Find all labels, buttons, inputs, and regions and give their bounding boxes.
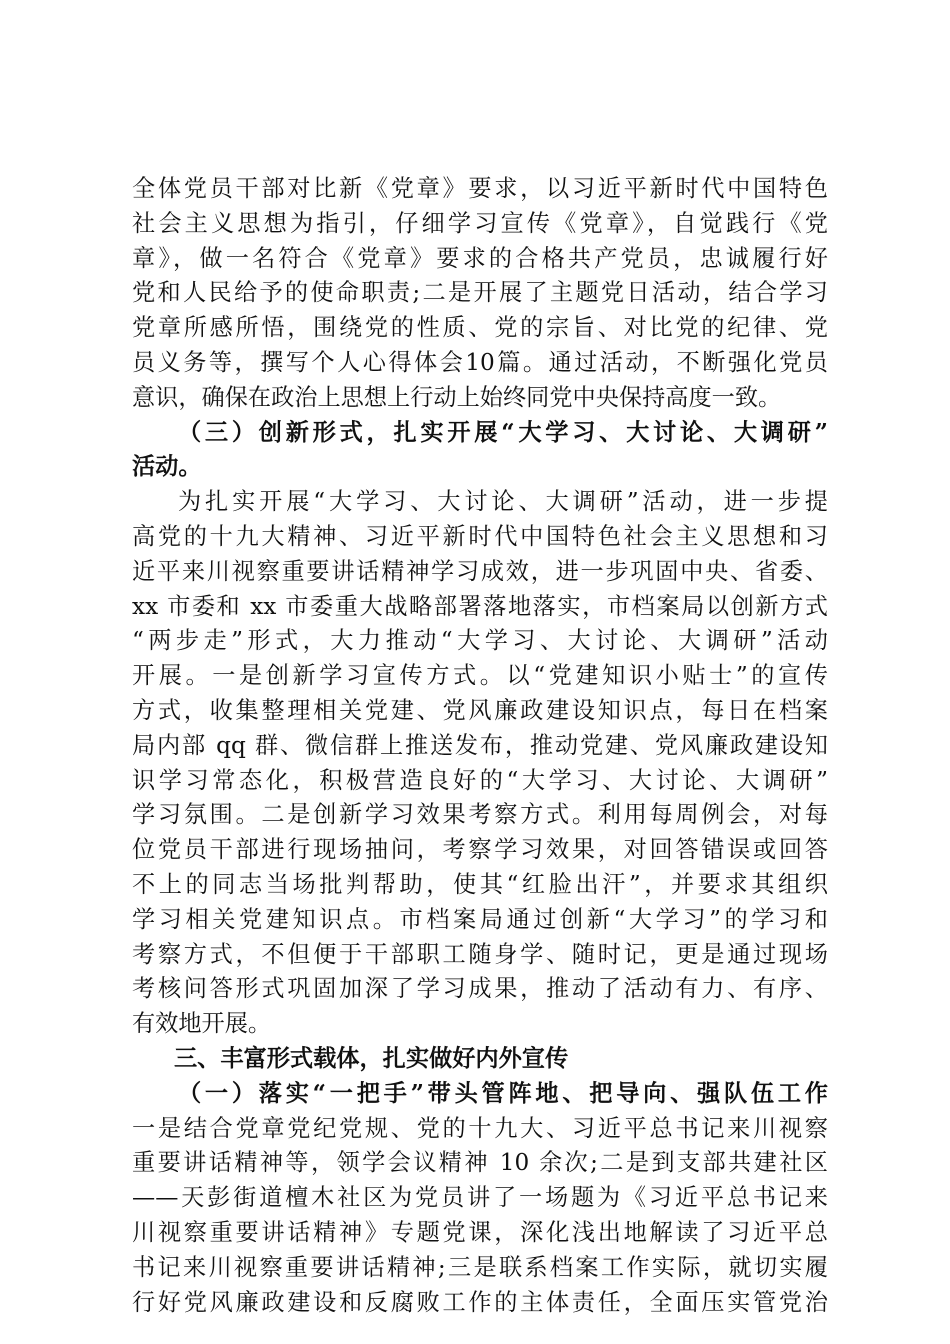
text-line: 全体党员干部对比新《党章》要求，以习近平新时代中国特色 bbox=[132, 175, 828, 202]
heading-line: （三）创新形式，扎实开展“大学习、大讨论、大调研” bbox=[178, 418, 828, 446]
text-line: 川视察重要讲话精神》专题党课，深化浅出地解读了习近平总 bbox=[132, 1218, 828, 1246]
paragraph-big-study-activity bbox=[132, 485, 828, 1042]
text-line: 为扎实开展“大学习、大讨论、大调研”活动，进一步提 bbox=[178, 488, 828, 516]
text-line: 学习氛围。二是创新学习效果考察方式。利用每周例会，对每 bbox=[132, 801, 828, 829]
text-line: 书记来川视察重要讲话精神;三是联系档案工作实际，就切实履 bbox=[132, 1253, 828, 1281]
text-line: 考核问答形式巩固加深了学习成果，推动了活动有力、有序、 bbox=[132, 975, 828, 1003]
text-line: xx 市委和 xx 市委重大战略部署落地落实，市档案局以创新方式 bbox=[132, 592, 828, 620]
heading-line: 活动。 bbox=[132, 453, 202, 481]
text-line: 重要讲话精神等，领学会议精神 10 余次;二是到支部共建社区 bbox=[132, 1149, 828, 1177]
text-line: 局内部 qq 群、微信群上推送发布，推动党建、党风廉政建设知 bbox=[132, 731, 828, 759]
text-line: 员义务等，撰写个人心得体会10篇。通过活动，不断强化党员 bbox=[132, 348, 828, 376]
text-line: 方式，收集整理相关党建、党风廉政建设知识点，每日在档案 bbox=[132, 696, 828, 724]
text-line: 章》，做一名符合《党章》要求的合格共产党员，忠诚履行好 bbox=[132, 244, 828, 272]
heading-innovate-forms bbox=[132, 416, 828, 486]
text-line: 党章所感所悟，围绕党的性质、党的宗旨、对比党的纪律、党 bbox=[132, 314, 828, 342]
text-line: 党和人民给予的使命职责;二是开展了主题党日活动，结合学习 bbox=[132, 279, 828, 307]
text-line: 有效地开展。 bbox=[132, 1010, 272, 1038]
text-line: 位党员干部进行现场抽问，考察学习效果，对回答错误或回答 bbox=[132, 836, 828, 864]
text-line: 行好党风廉政建设和反腐败工作的主体责任，全面压实管党治 bbox=[132, 1288, 828, 1316]
text-line: 不上的同志当场批判帮助，使其“红脸出汗”，并要求其组织 bbox=[132, 870, 828, 898]
text-line: 考察方式，不但便于干部职工随身学、随时记，更是通过现场 bbox=[132, 940, 828, 968]
paragraph-leader-responsibility bbox=[132, 1112, 828, 1321]
text-line: ——天彭街道檀木社区为党员讲了一场题为《习近平总书记来 bbox=[132, 1184, 828, 1212]
text-line: 高党的十九大精神、习近平新时代中国特色社会主义思想和习 bbox=[132, 522, 828, 550]
text-line: 学习相关党建知识点。市档案局通过创新“大学习”的学习和 bbox=[132, 905, 828, 933]
subsection-title: （一）落实“一把手”带头管阵地、把导向、强队伍工作 bbox=[178, 1079, 828, 1107]
text-line: 意识，确保在政治上思想上行动上始终同党中央保持高度一致。 bbox=[132, 383, 782, 411]
paragraph-party-constitution-study bbox=[132, 172, 828, 416]
text-line: 识学习常态化，积极营造良好的“大学习、大讨论、大调研” bbox=[132, 766, 828, 794]
section-title: 三、丰富形式载体，扎实做好内外宣传 bbox=[174, 1044, 569, 1072]
text-line: 一是结合党章党纪党规、党的十九大、习近平总书记来川视察 bbox=[132, 1114, 828, 1142]
document-body bbox=[132, 172, 828, 1320]
text-line: 近平来川视察重要讲话精神学习成效，进一步巩固中央、省委、 bbox=[132, 557, 828, 585]
text-line: “两步走”形式，大力推动“大学习、大讨论、大调研”活动 bbox=[132, 627, 828, 655]
text-line: 开展。一是创新学习宣传方式。以“党建知识小贴士”的宣传 bbox=[132, 662, 828, 690]
text-line: 社会主义思想为指引，仔细学习宣传《党章》，自觉践行《党 bbox=[132, 209, 828, 237]
